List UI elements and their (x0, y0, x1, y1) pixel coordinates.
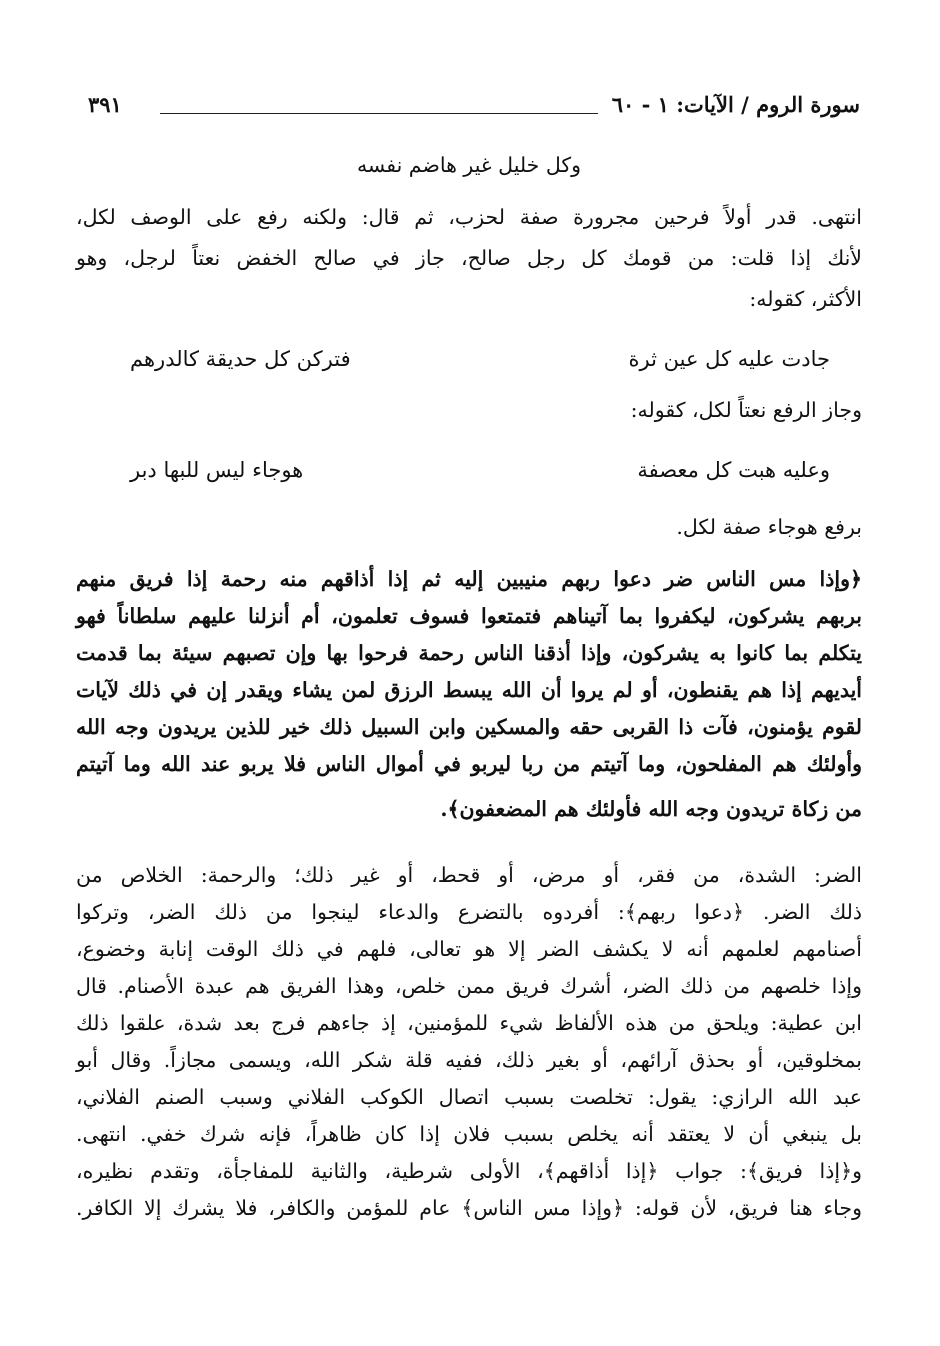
commentary-line: بمخلوقين، أو بحذق آرائهم، أو بغير ذلك، ففيه قلة شكر الله، ويسمى مجازاً. وقال أبو (76, 1048, 862, 1072)
commentary-line: ابن عطية: ويلحق من هذه الألفاظ شيء للمؤمنين، إذ جاءهم فرج بعد شدة، علقوا ذلك (76, 1011, 862, 1035)
quran-line: يتكلم بما كانوا به يشركون، وإذا أذقنا الناس رحمة فرحوا بها وإن تصبهم سيئة بما قدمت (76, 641, 862, 665)
commentary-line: بل ينبغي أن لا يعتقد أنه يخلص بسبب فلان إذا كان ظاهراً، فإنه شرك خفي. انتهى. (76, 1122, 862, 1146)
text-line: الأكثر، كقوله: (749, 287, 862, 311)
text-line: وجاز الرفع نعتاً لكل، كقوله: (630, 398, 862, 422)
text-line: برفع هوجاء صفة لكل. (676, 515, 862, 539)
hemistich-second: فتركن كل حديقة كالدرهم (130, 347, 351, 371)
running-header (88, 92, 860, 128)
quran-line: ﴿وإذا مس الناس ضر دعوا ربهم منيبين إليه ثم إذا أذاقهم منه رحمة إذا فريق منهم (76, 567, 862, 591)
text-line: لأنك إذا قلت: من قومك كل رجل صالح، جاز في صالح الخفض نعتاً لرجل، وهو (76, 246, 862, 270)
commentary-line: أصنامهم لعلمهم أنه لا يكشف الضر إلا هو تعالى، فلهم في ذلك الوقت إنابة وخضوع، (76, 937, 862, 961)
commentary-line: الضر: الشدة، من فقر، أو مرض، أو قحط، أو غير ذلك؛ والرحمة: الخلاص من (76, 863, 862, 887)
quran-line: لقوم يؤمنون، فآت ذا القربى حقه والمسكين وابن السبيل ذلك خير للذين يريدون وجه الله (76, 715, 862, 739)
surah-title: سورة الروم / الآيات: ١ - ٦٠ (611, 92, 860, 117)
commentary-line: ذلك الضر. ﴿دعوا ربهم﴾: أفردوه بالتضرع والدعاء لينجوا من ذلك الضر، وتركوا (76, 900, 862, 924)
quran-line: من زكاة تريدون وجه الله فأولئك هم المضعفون﴾. (440, 797, 862, 821)
hemistich-second: هوجاء ليس للبها دبر (130, 458, 304, 482)
text-line: انتهى. قدر أولاً فرحين مجرورة صفة لحزب، ثم قال: ولكنه رفع على الوصف لكل، (76, 205, 862, 229)
poetry-line: وكل خليل غير هاضم نفسه (356, 153, 582, 177)
commentary-line: وإذا خلصهم من ذلك الضر، أشرك فريق ممن خلص، وهذا الفريق هم عبدة الأصنام. قال (76, 974, 862, 998)
commentary-line: و﴿إذا فريق﴾: جواب ﴿إذا أذاقهم﴾، الأولى شرطية، والثانية للمفاجأة، وتقدم نظيره، (76, 1159, 862, 1183)
commentary-line: وجاء هنا فريق، لأن قوله: ﴿وإذا مس الناس﴾ عام للمؤمن والكافر، فلا يشرك إلا الكافر. (76, 1196, 862, 1220)
page-number: ٣٩١ (88, 92, 122, 117)
quran-line: بربهم يشركون، ليكفروا بما آتيناهم فتمتعوا فسوف تعلمون، أم أنزلنا عليهم سلطاناً فهو (76, 604, 862, 628)
commentary-line: عبد الله الرازي: يقول: تخلصت بسبب اتصال الكوكب الفلاني وسبب الصنم الفلاني، (76, 1085, 862, 1109)
hemistich-first: وعليه هبت كل معصفة (637, 458, 830, 482)
quran-line: وأولئك هم المفلحون، وما آتيتم من ربا ليربو في أموال الناس فلا يربو عند الله وما آتيتم (76, 752, 862, 776)
quran-line: أيديهم إذا هم يقنطون، أو لم يروا أن الله يبسط الرزق لمن يشاء ويقدر إن في ذلك لآيات (76, 678, 862, 702)
hemistich-first: جادت عليه كل عين ثرة (628, 347, 830, 371)
header-rule (160, 113, 598, 114)
